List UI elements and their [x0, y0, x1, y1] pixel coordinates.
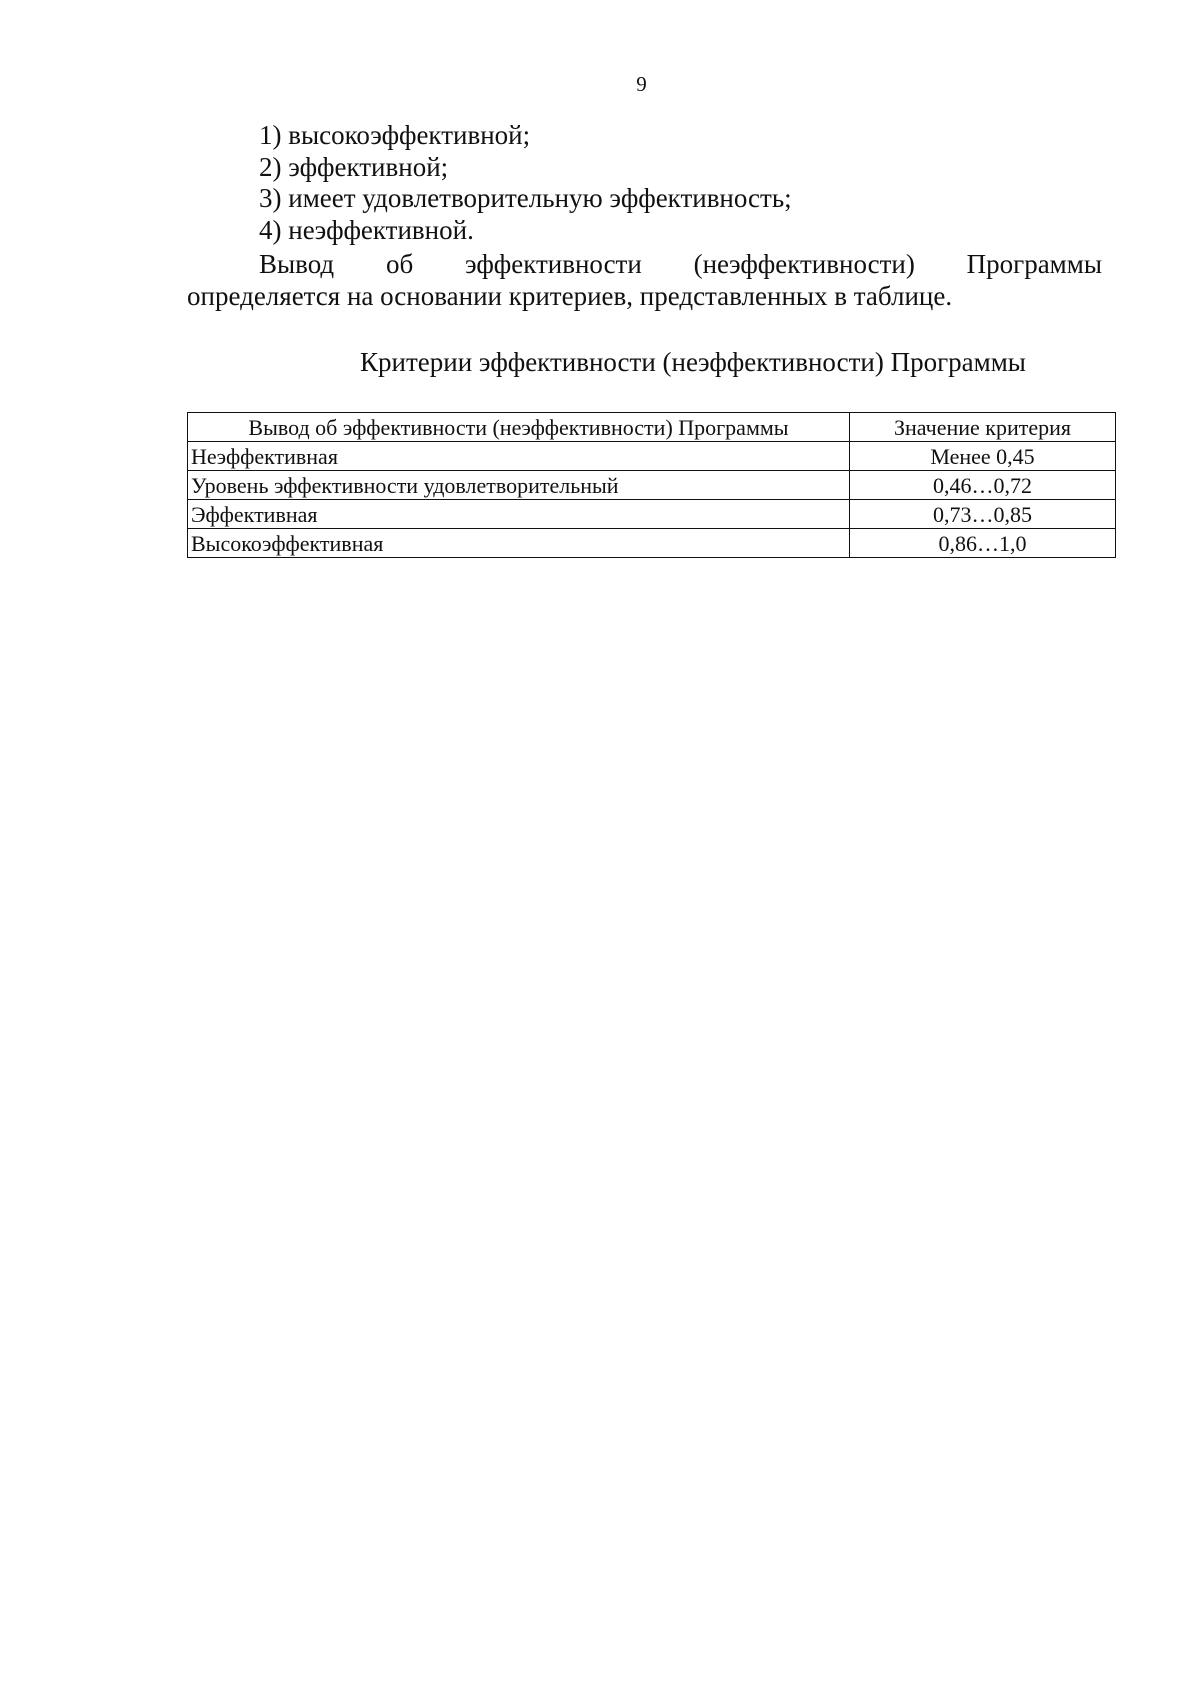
list-item: 1) высокоэффективной;	[259, 120, 531, 150]
criteria-table	[187, 412, 1116, 558]
table-cell-conclusion: Неэффективная	[188, 442, 850, 471]
table-row	[188, 500, 1116, 529]
table-cell-conclusion: Высокоэффективная	[188, 529, 850, 558]
table-cell-value: 0,73…0,85	[850, 500, 1116, 529]
table-cell-value: 0,86…1,0	[850, 529, 1116, 558]
table-header-conclusion: Вывод об эффективности (неэффективности) Программы	[188, 413, 850, 442]
table-header-row	[188, 413, 1116, 442]
table-row	[188, 529, 1116, 558]
table-cell-value: Менее 0,45	[850, 442, 1116, 471]
paragraph-line: Вывод об эффективности (неэффективности) Программы	[259, 249, 1102, 279]
page-number: 9	[636, 72, 647, 96]
list-item: 2) эффективной;	[259, 151, 449, 182]
list-item: 3) имеет удовлетворительную эффективность;	[259, 183, 792, 213]
table-cell-value: 0,46…0,72	[850, 471, 1116, 500]
table-cell-conclusion: Эффективная	[188, 500, 850, 529]
table-header-criterion-value: Значение критерия	[850, 413, 1116, 442]
table-cell-conclusion: Уровень эффективности удовлетворительный	[188, 471, 850, 500]
conclusion-paragraph	[187, 249, 1102, 312]
table-row	[188, 442, 1116, 471]
efficiency-levels-list	[259, 120, 792, 246]
table-row	[188, 471, 1116, 500]
list-item: 4) неэффективной.	[259, 214, 474, 245]
paragraph-line: определяется на основании критериев, представленных в таблице.	[187, 280, 953, 311]
table-title: Критерии эффективности (неэффективности) Программы	[360, 347, 1026, 377]
